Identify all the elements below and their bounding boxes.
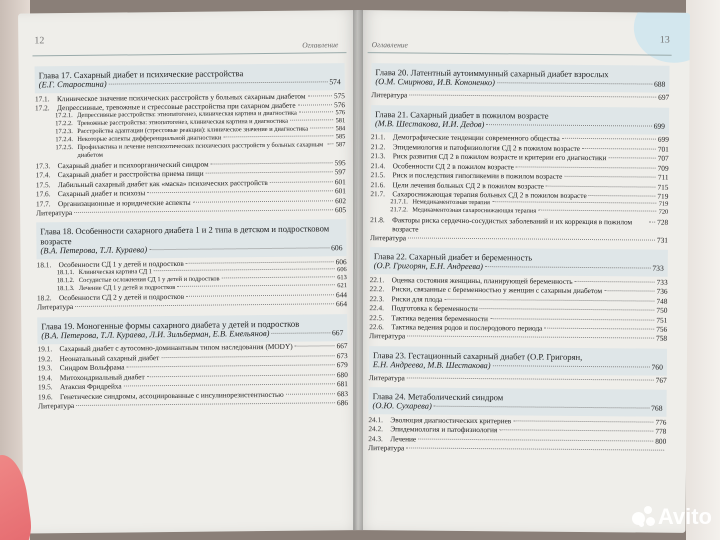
section-number: 17.7. <box>35 198 51 208</box>
section-title: Сосудистые осложнения СД 1 у детей и подростков <box>78 274 220 284</box>
leader-dots <box>271 332 330 334</box>
right-header-rule <box>368 52 672 56</box>
section-page: 601 <box>334 186 346 196</box>
leader-dots <box>546 185 656 187</box>
section-page: 719 <box>657 191 669 201</box>
section-page: 606 <box>335 256 347 266</box>
section-page: 736 <box>656 286 668 296</box>
section-page: 587 <box>335 141 346 149</box>
section-page: 601 <box>334 176 346 186</box>
chapter-title: Глава 22. Сахарный диабет и беременность <box>373 251 533 263</box>
section-title: Атаксия Фридрейха <box>59 381 122 392</box>
leader-dots <box>406 447 664 450</box>
leader-dots <box>76 402 335 406</box>
section-page: 748 <box>656 296 668 306</box>
section-number: 24.3. <box>368 433 383 443</box>
section-page: 707 <box>657 153 669 163</box>
section-number: 21.7. <box>370 189 386 199</box>
chapter-page: 574 <box>329 77 341 87</box>
right-toc <box>368 58 669 455</box>
section-number: 18.1.2. <box>56 276 75 284</box>
chapter-title: Глава 23. Гестационный сахарный диабет (О.Р. Григорян, <box>372 349 583 362</box>
chapter-heading <box>35 63 345 93</box>
section-number: 17.5. <box>35 179 51 189</box>
chapter-page: 606 <box>331 243 343 253</box>
section-page: 581 <box>335 117 346 125</box>
section-number: 22.3. <box>369 293 385 303</box>
section-page: 679 <box>336 360 348 370</box>
left-header-rule <box>32 52 346 56</box>
leader-dots <box>298 104 332 105</box>
section-title: Факторы риска сердечно-сосудистых заболеваний и их коррекция в пожилом возрасте <box>392 214 633 234</box>
leader-dots <box>608 157 655 158</box>
leader-dots <box>480 308 655 311</box>
section-page: 699 <box>657 134 669 144</box>
literature-entry <box>369 373 667 385</box>
section-title: Подготовка к беременности <box>391 303 478 314</box>
avito-watermark <box>632 504 712 530</box>
section-page: 606 <box>337 265 347 273</box>
section-title: Сахарный диабет с аутосомно-доминантным типом наследования (MODY) <box>59 341 293 354</box>
section-number: 21.2. <box>370 141 386 151</box>
section-title: Риски, связанные с беременностью у женщин с сахарным диабетом <box>391 284 603 296</box>
leader-dots <box>310 127 334 128</box>
section-page: 719 <box>658 200 669 208</box>
section-number: 17.2.3. <box>55 128 73 136</box>
section-page: 715 <box>657 182 669 192</box>
section-page: 597 <box>334 167 346 177</box>
section-page: 585 <box>335 133 346 141</box>
leader-dots <box>407 335 654 338</box>
chapter-authors: (О.М. Смирнова, И.В. Кононенко) <box>375 77 495 88</box>
section-title: Депрессивные, тревожные и стрессовые расстройства при сахарном диабете <box>56 100 296 113</box>
section-title: Тактика ведения родов и послеродового периода <box>391 322 543 333</box>
chapter-authors-line <box>40 243 342 256</box>
left-page <box>18 10 365 534</box>
literature-page: 767 <box>655 375 667 385</box>
leader-dots <box>516 166 656 168</box>
right-page-number: 13 <box>659 34 670 46</box>
chapter-heading <box>368 387 666 417</box>
leader-dots <box>499 429 653 431</box>
section-page: 751 <box>656 315 668 325</box>
leader-dots <box>74 209 333 213</box>
chapter-authors-line <box>374 261 664 274</box>
leader-dots <box>147 190 333 193</box>
section-page: 621 <box>337 281 347 289</box>
chapter-authors-line <box>41 328 343 341</box>
left-page-number: 12 <box>34 35 45 47</box>
section-title: Клиническое значение психических расстройств у больных сахарным диабетом <box>56 91 306 103</box>
section-entry <box>370 215 668 236</box>
leader-dots <box>649 221 655 222</box>
chapter-page: 733 <box>652 263 664 273</box>
literature-entry <box>371 90 669 102</box>
chapter-title: Глава 18. Особенности сахарного диабета 1 и 2 типа в детском и подростковом возрасте <box>40 223 330 247</box>
section-number: 17.6. <box>35 189 51 199</box>
leader-dots <box>485 266 650 268</box>
leader-dots <box>575 280 655 282</box>
section-number: 18.1. <box>36 259 52 269</box>
section-title: Генетические синдромы, ассоциированные с инсулинорезистентностью <box>59 389 284 401</box>
section-title: Тревожные расстройства: этиопатогенез, клиническая картина и диагностика <box>77 117 289 127</box>
section-title: Особенности СД 2 в пожилом возрасте <box>392 160 514 171</box>
left-toc <box>35 58 349 410</box>
section-number: 22.5. <box>369 312 384 322</box>
leader-dots <box>295 345 335 346</box>
chapter-heading <box>370 247 668 277</box>
section-number: 19.2. <box>37 353 53 363</box>
section-title: Сахароснижающая терапия больных СД 2 в пожилом возрасте <box>392 189 587 201</box>
leader-dots <box>492 201 657 203</box>
chapter-title: Глава 20. Латентный аутоиммунный сахарный диабет взрослых <box>375 67 609 80</box>
section-number: 19.4. <box>37 372 53 382</box>
section-title: Риски для плода <box>391 293 443 304</box>
literature-label: Литература <box>36 207 73 217</box>
section-number: 18.2. <box>36 293 52 303</box>
leader-dots <box>154 268 335 271</box>
chapter-heading <box>37 314 347 344</box>
section-number: 22.2. <box>369 284 385 294</box>
literature-label: Литература <box>37 302 74 312</box>
chapter-authors: (О.Р. Григорян, Е.Н. Андреева) <box>373 261 484 272</box>
leader-dots <box>564 176 655 178</box>
section-body <box>392 215 668 235</box>
section-title: Лабильный сахарный диабет как «маска» психических расстройств <box>57 177 268 189</box>
section-number: 21.6. <box>370 179 386 189</box>
section-title: Эволюция диагностических критериев <box>390 414 512 425</box>
chapter-authors: (М.В. Шестакова, И.И. Дедов) <box>374 118 485 129</box>
section-page: 776 <box>655 417 667 427</box>
chapter-page: 688 <box>653 79 666 89</box>
section-title: Организационные и юридические аспекты <box>57 197 191 208</box>
chapter-page: 667 <box>331 327 344 337</box>
section-page: 584 <box>335 125 346 133</box>
leader-dots <box>270 181 333 183</box>
leader-dots <box>149 247 329 250</box>
section-page: 576 <box>333 100 346 110</box>
right-running-head: Оглавление <box>371 40 408 50</box>
leader-dots <box>582 147 656 149</box>
section-title: Эпидемиология и патофизиология СД 2 в пожилом возрасте <box>392 141 581 153</box>
section-number: 19.3. <box>37 363 53 373</box>
leader-dots <box>222 276 336 278</box>
leader-dots <box>407 377 654 380</box>
leader-dots <box>434 406 649 409</box>
right-page <box>353 10 690 533</box>
literature-page: 758 <box>656 333 668 343</box>
section-title: Тактика ведения беременности <box>391 312 488 323</box>
section-title: Некоторые аспекты дифференциальной диагностики <box>77 134 222 143</box>
leader-dots <box>604 290 655 291</box>
section-title: Профилактика и лечение непсихотических психических расстройств у больных сахарным диабетом <box>77 141 324 159</box>
chapter-page: 760 <box>651 362 663 372</box>
leader-dots <box>186 294 334 297</box>
leader-dots <box>544 328 654 330</box>
leader-dots <box>161 355 334 358</box>
section-title: Неонатальный сахарный диабет <box>59 352 160 363</box>
section-number: 17.2.1. <box>55 112 73 120</box>
section-title: Риск и последствия гипогликемии в пожилом возрасте <box>392 170 563 181</box>
chapter-authors-line <box>372 401 662 414</box>
section-page: 613 <box>337 273 347 281</box>
section-number: 22.4. <box>369 303 385 313</box>
leader-dots <box>109 81 328 84</box>
chapter-heading <box>371 105 669 135</box>
section-page: 576 <box>335 109 346 117</box>
section-number: 17.2.5. <box>55 144 74 152</box>
section-title: Депрессивные расстройства: этиопатогенез, клиническая картина и диагностика <box>77 109 297 119</box>
literature-page: 697 <box>658 92 670 102</box>
section-number: 22.6. <box>369 322 384 332</box>
section-title: Медикаментозная сахароснижающая терапия <box>412 206 537 215</box>
leader-dots <box>497 82 652 84</box>
leader-dots <box>490 318 654 320</box>
chapter-authors-line <box>375 77 665 90</box>
section-title: Клиническая картина СД 1 <box>78 267 153 276</box>
leader-dots <box>211 162 333 164</box>
leader-dots <box>124 383 335 386</box>
leader-dots <box>206 171 333 173</box>
chapter-page: 768 <box>651 403 663 413</box>
section-number: 17.3. <box>35 160 51 170</box>
section-number: 21.5. <box>370 170 386 180</box>
leader-dots <box>513 420 653 422</box>
background-right <box>686 0 720 540</box>
leader-dots <box>193 200 333 202</box>
section-title: Оценка состояния женщины, планирующей беременность <box>391 274 573 286</box>
chapter-authors-line <box>39 77 341 90</box>
chapter-authors-line <box>375 119 665 132</box>
section-number: 21.8. <box>370 214 385 224</box>
section-number: 19.6. <box>37 391 53 401</box>
book-gutter <box>353 10 363 530</box>
leader-dots <box>486 124 651 126</box>
section-page: 681 <box>336 379 348 389</box>
section-page: 733 <box>656 277 668 287</box>
section-page: 673 <box>336 350 348 360</box>
literature-page: 686 <box>336 397 349 407</box>
section-number: 17.2.2. <box>55 120 73 128</box>
leader-dots <box>177 284 335 287</box>
section-number: 19.1. <box>37 344 53 354</box>
section-title: Особенности СД 1 у детей и подростков <box>58 258 184 269</box>
section-page: 800 <box>655 436 667 446</box>
section-number: 18.1.1. <box>56 268 75 276</box>
section-number: 21.3. <box>370 151 386 161</box>
leader-dots <box>127 364 335 367</box>
leader-dots <box>444 298 654 301</box>
leader-dots <box>538 210 656 212</box>
section-page: 683 <box>337 388 349 398</box>
chapter-heading <box>371 63 669 93</box>
leader-dots <box>409 94 656 97</box>
section-page: 728 <box>657 217 669 227</box>
literature-page: 664 <box>335 299 348 309</box>
chapter-title: Глава 17. Сахарный диабет и психические расстройства <box>38 68 244 81</box>
section-number: 24.1. <box>368 414 384 424</box>
chapter-title: Глава 21. Сахарный диабет в пожилом возрасте <box>375 108 549 121</box>
avito-logo-icon <box>632 506 654 528</box>
section-number: 17.2. <box>34 103 50 113</box>
section-number: 19.5. <box>37 382 53 392</box>
section-page: 709 <box>657 163 669 173</box>
section-page: 575 <box>333 90 345 100</box>
section-number: 22.1. <box>369 274 385 284</box>
chapter-title: Глава 24. Метаболический синдром <box>372 391 504 403</box>
leader-dots <box>186 261 334 264</box>
leader-dots <box>493 365 650 367</box>
chapter-authors: (В.А. Петерова, Т.Л. Кураева) <box>40 245 148 256</box>
chapter-authors-line <box>373 360 663 373</box>
section-title: Особенности СД 2 у детей и подростков <box>58 291 185 303</box>
section-title: Сахарный диабет и расстройства приема пищи <box>57 168 204 180</box>
section-title: Цели лечения больных СД 2 в пожилом возрасте <box>392 179 544 191</box>
section-page: 720 <box>658 208 669 216</box>
section-title: Митохондриальный диабет <box>59 371 145 382</box>
leader-dots <box>286 393 335 395</box>
left-running-head: Оглавление <box>302 40 339 50</box>
section-number: 21.7.1. <box>390 198 408 206</box>
literature-label: Литература <box>369 331 406 341</box>
section-page: 711 <box>657 172 669 182</box>
section-page: 701 <box>657 144 669 154</box>
section-title: Сахарный диабет и психозы <box>57 188 146 199</box>
leader-dots <box>589 195 656 197</box>
leader-dots <box>299 111 334 112</box>
section-page: 667 <box>336 341 348 351</box>
chapter-heading <box>369 346 667 376</box>
section-page: 595 <box>334 157 346 167</box>
section-number: 17.2.4. <box>55 136 73 144</box>
section-title: Немедикаментозная терапия <box>412 198 491 207</box>
leader-dots <box>418 438 653 441</box>
section-title: Лечение <box>390 433 417 444</box>
section-title: Демографические тенденции современного общества <box>392 132 560 143</box>
section-title: Эпидемиология и патофизиология <box>390 424 498 435</box>
chapter-authors: Е.Н. Андреева, М.В. Шестакова) <box>372 359 491 370</box>
section-number: 21.4. <box>370 160 386 170</box>
section-number: 21.7.2. <box>390 206 408 214</box>
leader-dots <box>147 374 335 377</box>
literature-label: Литература <box>371 90 408 100</box>
section-number: 24.2. <box>368 424 383 434</box>
section-title: Риск развития СД 2 в пожилом возрасте и критерии его диагностики <box>392 151 607 163</box>
leader-dots <box>290 119 334 120</box>
section-title: Лечение СД 1 у детей и подростков <box>78 283 176 292</box>
section-title: Расстройства адаптации (стрессовые реакции): клиническое значение и диагностика <box>77 125 309 135</box>
chapter-page: 699 <box>653 121 666 131</box>
leader-dots <box>408 237 655 240</box>
literature-page: 731 <box>656 235 669 245</box>
leader-dots <box>328 143 334 144</box>
literature-label: Литература <box>368 442 405 452</box>
leader-dots <box>223 135 333 137</box>
leader-dots <box>562 138 656 140</box>
chapter-authors: (В.А. Петерова, Т.Л. Кураева, Л.И. Зильберман, Е.В. Емельянов) <box>41 328 270 340</box>
section-number: 17.1. <box>34 93 50 103</box>
literature-label: Литература <box>38 400 75 410</box>
section-page: 644 <box>335 290 348 300</box>
chapter-authors: (О.Ю. Сухарева) <box>372 401 432 411</box>
section-title: Сахарный диабет и психоорганический синдром <box>57 159 209 170</box>
section-page: 756 <box>656 324 668 334</box>
section-page: 750 <box>656 305 668 315</box>
literature-page: 605 <box>334 204 347 214</box>
chapter-authors: (Е.Г. Старостина) <box>38 79 107 90</box>
leader-dots <box>75 303 334 307</box>
section-number: 18.1.3. <box>56 284 75 292</box>
literature-label: Литература <box>368 372 405 382</box>
leader-dots <box>308 95 332 96</box>
section-page: 778 <box>655 426 667 436</box>
literature-label: Литература <box>369 232 407 242</box>
section-number: 21.1. <box>370 132 386 142</box>
section-title: Синдром Вольфрама <box>59 362 125 373</box>
chapter-title: Глава 19. Моногенные формы сахарного диабета у детей и подростков <box>41 318 300 331</box>
section-page: 680 <box>336 369 348 379</box>
chapter-heading <box>36 219 346 259</box>
section-page: 602 <box>334 195 347 205</box>
section-number: 17.4. <box>35 170 51 180</box>
avito-text: Avito <box>657 504 712 529</box>
